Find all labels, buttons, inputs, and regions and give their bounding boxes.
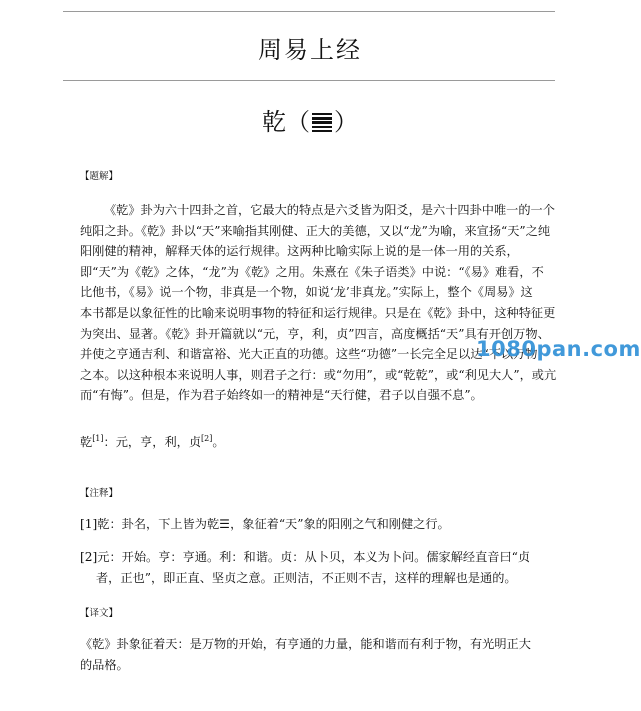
translation-line: 的品格。 [80, 658, 129, 672]
footnote-ref-1[interactable]: [1] [92, 434, 104, 443]
main-text [80, 432, 560, 453]
intro-line: 《乾》卦为六十四卦之首，它最大的特点是六爻皆为阳爻，是六十四卦中唯一的一个 [104, 203, 555, 217]
book-title: 周易上经 [258, 36, 362, 64]
translation-paragraph [80, 634, 560, 676]
title-rule [63, 80, 555, 81]
qian-trigram-icon [312, 113, 332, 133]
intro-line: 而“有悔”。但是，作为君子始终如一的精神是“天行健，君子以自强不息”。 [80, 388, 483, 403]
intro-line: 阳刚健的精神，解释天体的运行规律。这两种比喻实际上说的是一体一用的关系， [80, 244, 519, 259]
intro-line: 为突出、显著。《乾》卦开篇就以“元，亨，利，贞”四言，高度概括“天”具有开创万物、 [80, 326, 550, 341]
top-rule [63, 11, 555, 12]
note-1-text: [1]乾：卦名，下上皆为乾☰，象征着“天”象的阳刚之气和刚健之行。 [80, 517, 450, 531]
intro-line: 比他书，《易》说一个物，非真是一个物，如说‘龙’非真龙。”实际上，整个《周易》这 [80, 285, 533, 300]
translation-label: 【译文】 [80, 608, 119, 619]
intro-line: 即“天”为《乾》之体，“龙”为《乾》之用。朱熹在《朱子语类》中说：“《易》难看，不 [80, 264, 544, 279]
translation-line: 《乾》卦象征着天：是万物的开始，有亨通的力量，能和谐而有利于物，有光明正大 [80, 637, 531, 651]
watermark: 1080pan.com [476, 337, 641, 361]
chapter-title-suffix: ） [334, 108, 358, 136]
intro-line: 之本。以这种根本来说明人事，则君子之行：或“勿用”，或“乾乾”，或“利见大人”，或亢 [80, 367, 557, 382]
intro-line: 本书都是以象征性的比喻来说明事物的特征和运行规律。只是在《乾》卦中，这种特征更 [80, 305, 556, 320]
chapter-title-prefix: 乾（ [262, 108, 310, 136]
intro-line: 并使之亨通吉利、和谐富裕、光大正直的功德。这些“功德”一长完全足以达“不以万物 [80, 347, 538, 362]
note-1 [80, 514, 560, 535]
note-2 [80, 547, 560, 589]
main-text-middle: ：元，亨，利，贞 [103, 435, 202, 449]
note-2-line: [2]元：开始。亨：亨通。利：和谐。贞：从卜贝，本义为卜问。儒家解经直音曰“贞 [80, 550, 531, 564]
intro-paragraph [80, 200, 560, 406]
main-text-tail: 。 [212, 435, 225, 449]
intro-line: 纯阳之卦。《乾》卦以“天”来喻指其刚健、正大的美德，又以“龙”为喻，来宣扬“天”之纯 [80, 223, 551, 238]
footnote-ref-2[interactable]: [2] [201, 434, 213, 443]
note-2-line: 者，正也”，即正直、坚贞之意。正则洁，不正则不吉，这样的理解也是通的。 [96, 571, 517, 585]
intro-label: 【题解】 [80, 171, 119, 182]
notes-label: 【注释】 [80, 488, 119, 499]
chapter-title [0, 102, 620, 137]
main-text-head: 乾 [80, 435, 93, 449]
